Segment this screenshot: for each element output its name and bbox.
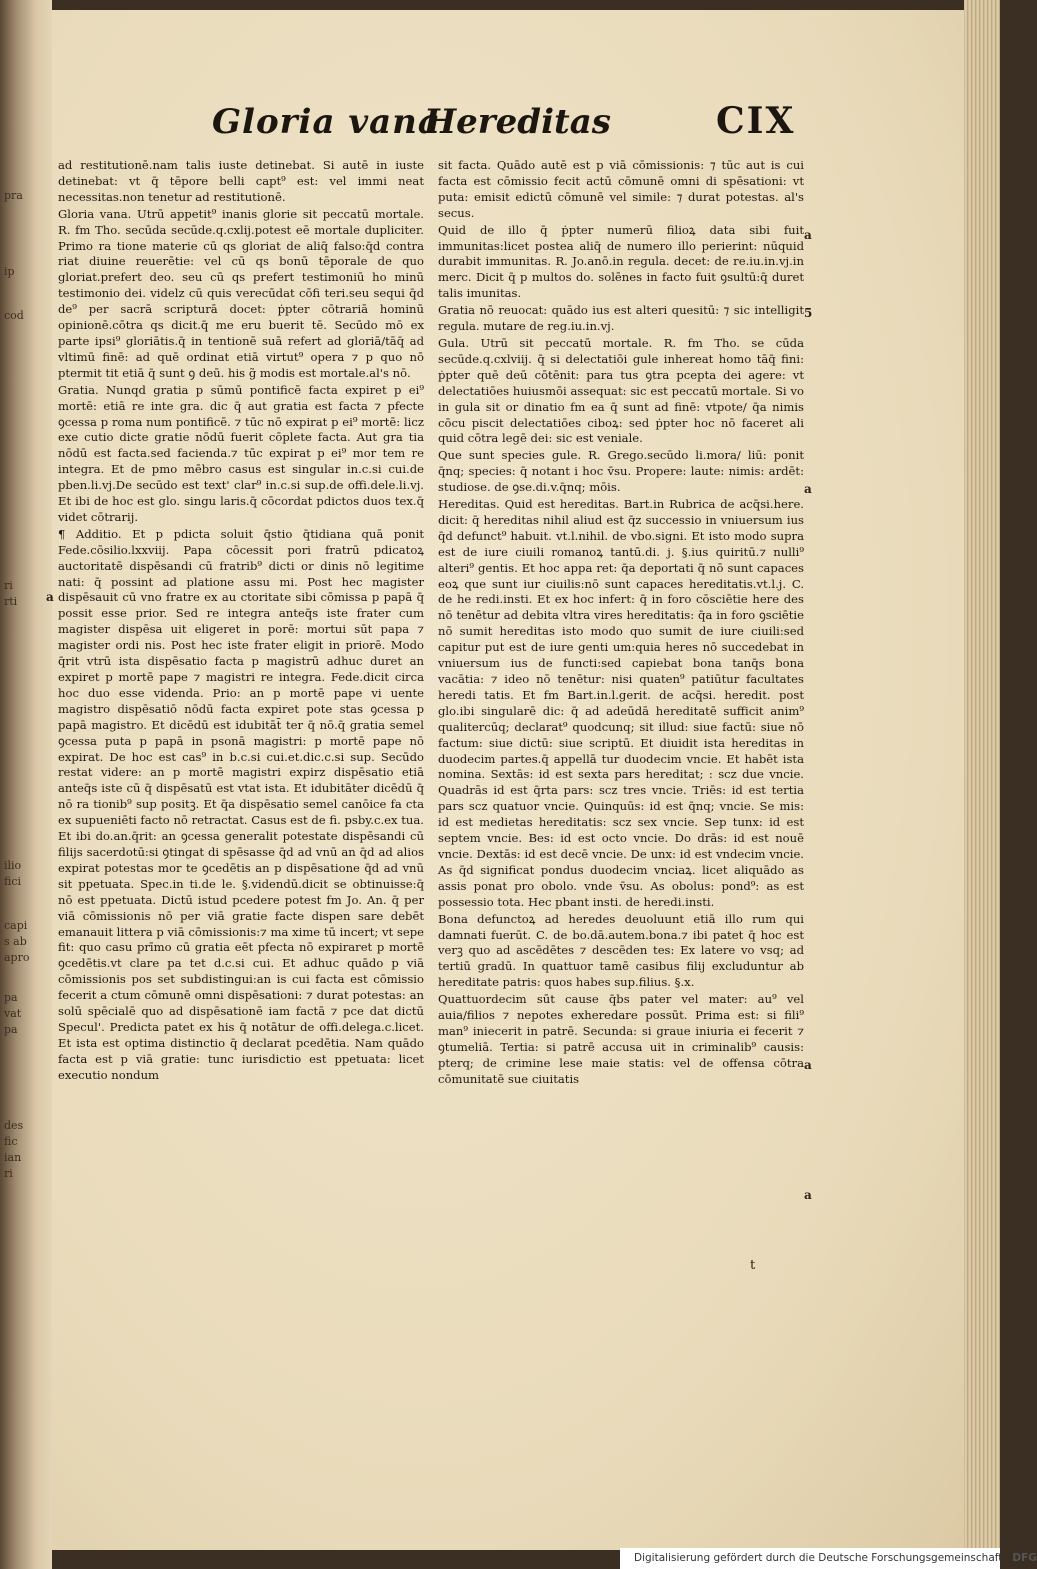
edge-fragment: apro [4,951,30,964]
paragraph: Gratia nō reuocat: quādo ius est alteri quesitū: ⁊ sic intelligit regula. mutare de reg.iu.in.vj. [438,303,804,334]
paragraph: Hereditas. Quid est hereditas. Bart.in Rubrica de acq̄si.here. dicit: q̄ hereditas nihil aliud est q̄z successio in vniuersum ius q̄d defunct⁹ habuit. vt.l.nihil. de vbo.signi. Et isto modo supra est de iure ciuili romanoꝝ tantū.di. j. §.ius quiritū.⁊ nulli⁹ alteri⁹ gentis. Et hoc appa ret: q̄a deportati q̄ nō sunt capaces eoꝝ que sunt iur ciuilis:nō sunt capaces hereditatis.vt.l.j. C. de he redi.insti. Et ex hoc infert: q̄ in foro cōsciētie here des nō tenētur ad debita vltra vires hereditatis: q̄a in foro ꝯsciētie nō sumit hereditas isto modo quo sumit de iure ciuili:sed capitur put est de iure genti um:quia heres nō succedebat in vniuersum ius de functi:sed capiebat bona tanq̄s bona vacātia: ⁊ ideo nō tenētur: nisi quaten⁹ patiūtur facultates heredi tatis. Et fm Bart.in.l.gerit. de acq̄si. heredit. post glo.ibi singularē dic: q̄ ad adeūdā hereditatē sufficit anim⁹ qualitercūq; declarat⁹ quodcunq; sit illud: siue factū: siue nō factum: siue dictū: siue scriptū. Et diuidit ista hereditas in duodecim partes.q̄ appellā tur duodecim vncie. Et habēt ista nomina. Sextās: id est sexta pars hereditat; : scz due vncie. Quadrās id est q̄rta pars: scz tres vncie. Triēs: id est tertia pars scz quatuor vncie. Quinquūs: id est q̄nq; vncie. Se mis: id est medietas hereditatis: scz sex vncie. Sep tunx: id est septem vncie. Bes: id est octo vncie. Do drās: id est nouē vncie. Dextās: id est decē vncie. De unx: id est vndecim vncie. As q̄d significat pondus duodecim vnciaꝝ. licet aliquādo as assis ponat pro obolo. vnde v̄su. As obolus: pond⁹: as est possessio tota. Hec pbant insti. de heredi.insti. [438,497,804,909]
edge-fragment: pa [4,991,18,1004]
footer-credit: Digitalisierung gefördert durch die Deutsche Forschungsgemeinschaft · DFG [620,1548,1000,1569]
edge-fragment: vat [4,1007,22,1020]
edge-fragment: pra [4,189,23,202]
paragraph: Gloria vana. Utrū appetit⁹ inanis glorie sit peccatū mortale. R. fm Tho. secūda secūde.q.cxlij.potest eē mortale dupliciter. Primo ra tione materie cū qs gloriat de aliq̄ falso:q̄d contra riat diuine reuerētie: vel cū qs bonū tēporale de quo gloriat.prefert deo. seu cū qs prefert testimoniū ho minū testimonio dei. videlz cū quis verecūdat cōfi teri.seu sequi q̄d de⁹ per sacrā scripturā docet: ṗpter cōtrariā hominū opinionē.cōtra qs dicit.q̄ me eru buerit tē. Secūdo mō ex parte ipsi⁹ gloriātis.q̄ in tentionē suā refert ad gloriā/tāq̄ ad vltimū finē: ad quē ordinat etiā virtut⁹ opera ⁊ p quo nō ptermit tit etiā q̄ sunt ꝯ deū. his g̃ modis est mortale.al's nō. [58,206,424,380]
edge-fragment: ri [4,579,13,592]
edge-fragment: fici [4,875,22,888]
edge-fragment: des [4,1119,24,1132]
edge-fragment: s ab [4,935,27,948]
paragraph: Que sunt species gule. R. Grego.secūdo li.mora/ liū: ponit q̄nq; species: q̄ notant i hoc v̄su. Propere: laute: nimis: ardēt: studiose. de ꝯse.di.v.q̄nq; mōis. [438,448,804,495]
folio-number: CIX [716,100,796,142]
dfg-logo: DFG [1012,1552,1037,1564]
right-column [438,158,804,1089]
edge-fragment: fic [4,1135,18,1148]
paragraph: Bona defunctoꝝ ad heredes deuoluunt etiā illo rum qui damnati fuerūt. C. de bo.dā.autem.bona.⁊ ibi patet q̄ hoc est verꝫ quo ad ascēdētes ⁊ descēden tes: Ex latere vo vsq; ad tertiū gradū. In quattuor tamē casibus filij excluduntur ab hereditate patris: quos habes sup.filius. §.x. [438,911,804,990]
paragraph: Quattuordecim sūt cause q̄bs pater vel mater: au⁹ vel auia/filios ⁊ nepotes exheredare possūt. Prima est: si fili⁹ man⁹ iniecerit in patrē. Secunda: si graue iniuria ei fecerit ⁊ ꝯtumeliā. Tertia: si patrē accusa uit in criminalib⁹ causis: pterq; de crimine lese maie statis: vel de offensa cōtra cōmunitatē sue ciuitatis [438,992,804,1086]
paragraph: Quid de illo q̄ ṗpter numerū filioꝝ data sibi fuit immunitas:licet postea aliq̄ de numero illo perierint: nūquid durabit immunitas. R. Jo.anō.in regula. decet: de re.iu.in.vj.in merc. Dicit q̄ p multos do. solēnes in facto fuit ꝯsultū:q̄ duret talis imunitas. [438,222,804,301]
edge-fragment: pa [4,1023,18,1036]
edge-fragment: capi [4,919,28,932]
edge-fragment: ip [4,265,15,278]
margin-note: a [804,1058,812,1072]
paragraph: sit facta. Quādo autē est p viā cōmissionis: ⁊ tūc aut is cui facta est cōmissio fecit actū cōmunē omni di spēsationi: vt puta: emisit edictū cōmunē vel simile: ⁊ durat potestas. al's secus. [438,158,804,220]
paragraph: ¶ Additio. Et p pdicta soluit q̄stio q̄tidiana quā ponit Fede.cōsilio.lxxviij. Papa cōcessit pori fratrū pdicatoꝝ auctoritatē dispēsandi cū fratrib⁹ dicti or dinis nō legitime nati: q̄ possint ad platione assu mi. Post hec magister dispēsauit cū vno fratre ex au ctoritate sibi cōmissa p papā q̄ possit esse prior. Sed re integra anteq̄s iste frater cum magister dispēsa uit eligeret in porē: mortui sūt papa ⁊ magister ordi nis. Post hec iste frater eligit in priorē. Modo q̄rit vtrū ista dispēsatio facta p magistrū adhuc duret an expiret p mortē pape ⁊ magistri re integra. Fede.dicit circa hoc duo esse videnda. Prio: an p mortē pape vi uente magistro dispēsatiō nōdū facta expiret pote stas ꝯcessa p papā magistro. Et dicēdū est idubitāt̄ ter q̄ nō.q̄ gratia semel ꝯcessa puta p papā in psonā magistri: p mortē pape nō expirat. De hoc est cas⁹ in b.c.si cui.et.dic.c.si sup. Secūdo restat videre: an p mortē magistri expirz dispēsatio etiā anteq̄s iste cū q̄ dispēsatū est vtat ista. Et idubitāter dicēdū q̄ nō ra tionib⁹ sup positꝫ. Et q̄a dispēsatio semel canōice fa cta ex supueniēti facto nō retractat. Casus est de fi. psby.c.ex tua. Et ibi do.an.q̄rit: an ꝯcessa generalit potestate dispēsandi cū filijs sacerdotū:si ꝯtingat di spēsasse q̄d ad vnū an q̄d ad alios expirat potestas mor te ꝯcedētis an p dispēsatione q̄d ad vnū sit ppetuata. Spec.in ti.de le. §.videndū.dicit se obtinuisse:q̄ nō est ppetuata. Dictū istud pcedere potest fm Jo. An. q̄ per viā cōmissionis nō per viā gratie facte dispen sare debēt emanauit littera p viā cōmissionis:⁊ ma xime tū incert; vt sepe fit: quo casu prīmo cū gratia eēt pfecta nō expiraret p mortē ꝯcedētis.vt clare pa tet d.c.si cui. Et adhuc quādo p viā cōmissionis pos set subdistingui:an is cui facta est cōmissio fecerit a ctum cōmunē omni dispēsationi: ⁊ durat potestas: an solū spēcialē quo ad dispēsationē iam factā ⁊ pce dat dictū Specul'. Predicta patet ex his q̄ notātur de offi.delega.c.licet. Et ista est optima distinctio q̄ declarat pcedētia. Nam quādo facta est p viā gratie: tunc iurisdictio est ppetuata: licet executio nondum [58,526,424,1082]
edge-fragment: rti [4,595,18,608]
paragraph: ad restitutionē.nam talis iuste detinebat. Si autē in iuste detinebat: vt q̄ tēpore belli capt⁹ est: vel immi neat necessitas.non tenetur ad restitutionē. [58,158,424,204]
edge-fragment: ian [4,1151,22,1164]
paragraph: Gula. Utrū sit peccatū mortale. R. fm Tho. se cūda secūde.q.cxlviij. q̄ si delectatiōi gule inhereat homo tāq̄ fini: ṗpter quē deū cōtēnit: para tus ꝯtra pcepta dei agere: vt delectatiōes huiusmōi assequat: sic est peccatū mortale. Si vo in gula sit or dinatio fm ea q̄ sunt ad finē: vtpote/ q̄a nimis cōcu piscit delectatiōes ciboꝝ: sed ṗpter hoc nō faceret ali quid cōtra legē dei: sic est veniale. [438,335,804,446]
running-head-right: Hereditas [424,102,611,142]
edge-fragment: ri [4,1167,13,1180]
margin-note: a [804,482,812,496]
paragraph: Gratia. Nunqd gratia p sūmū pontificē facta expiret p ei⁹ mortē: etiā re inte gra. dic q̄ aut gratia est facta ⁊ pfecte ꝯcessa p roma num pontificē. ⁊ tūc nō expirat p ei⁹ mortē: licz exe cutio dicte gratie nōdū fuerit cōplete facta. Aut gra tia nōdū est facta.sed facienda.⁊ tūc expirat p ei⁹ mor tem re integra. Et de pmo mēbro casus est singular in.c.si cui.de pben.li.vj.De secūdo est text' clar⁹ in.c.si sup.de offi.dele.li.vj. Et ibi de hoc est glo. singu laris.q̄ cōcordat pdictos duos tex.q̄ videt cōtrarij. [58,382,424,524]
right-page-edge [964,0,1000,1569]
footer-text: Digitalisierung gefördert durch die Deutsche Forschungsgemeinschaft [634,1552,1003,1564]
running-head-left: Gloria vana [212,102,441,142]
margin-note: a [46,590,54,604]
edge-fragment: cod [4,309,24,322]
left-column [58,158,424,1085]
left-page-edge [0,0,52,1569]
edge-fragment: ilio [4,859,22,872]
margin-note: a [804,228,812,242]
margin-note: a [804,1188,812,1202]
book-page [46,10,964,1550]
margin-note: 5 [804,306,813,320]
catchword: t [750,1258,756,1273]
